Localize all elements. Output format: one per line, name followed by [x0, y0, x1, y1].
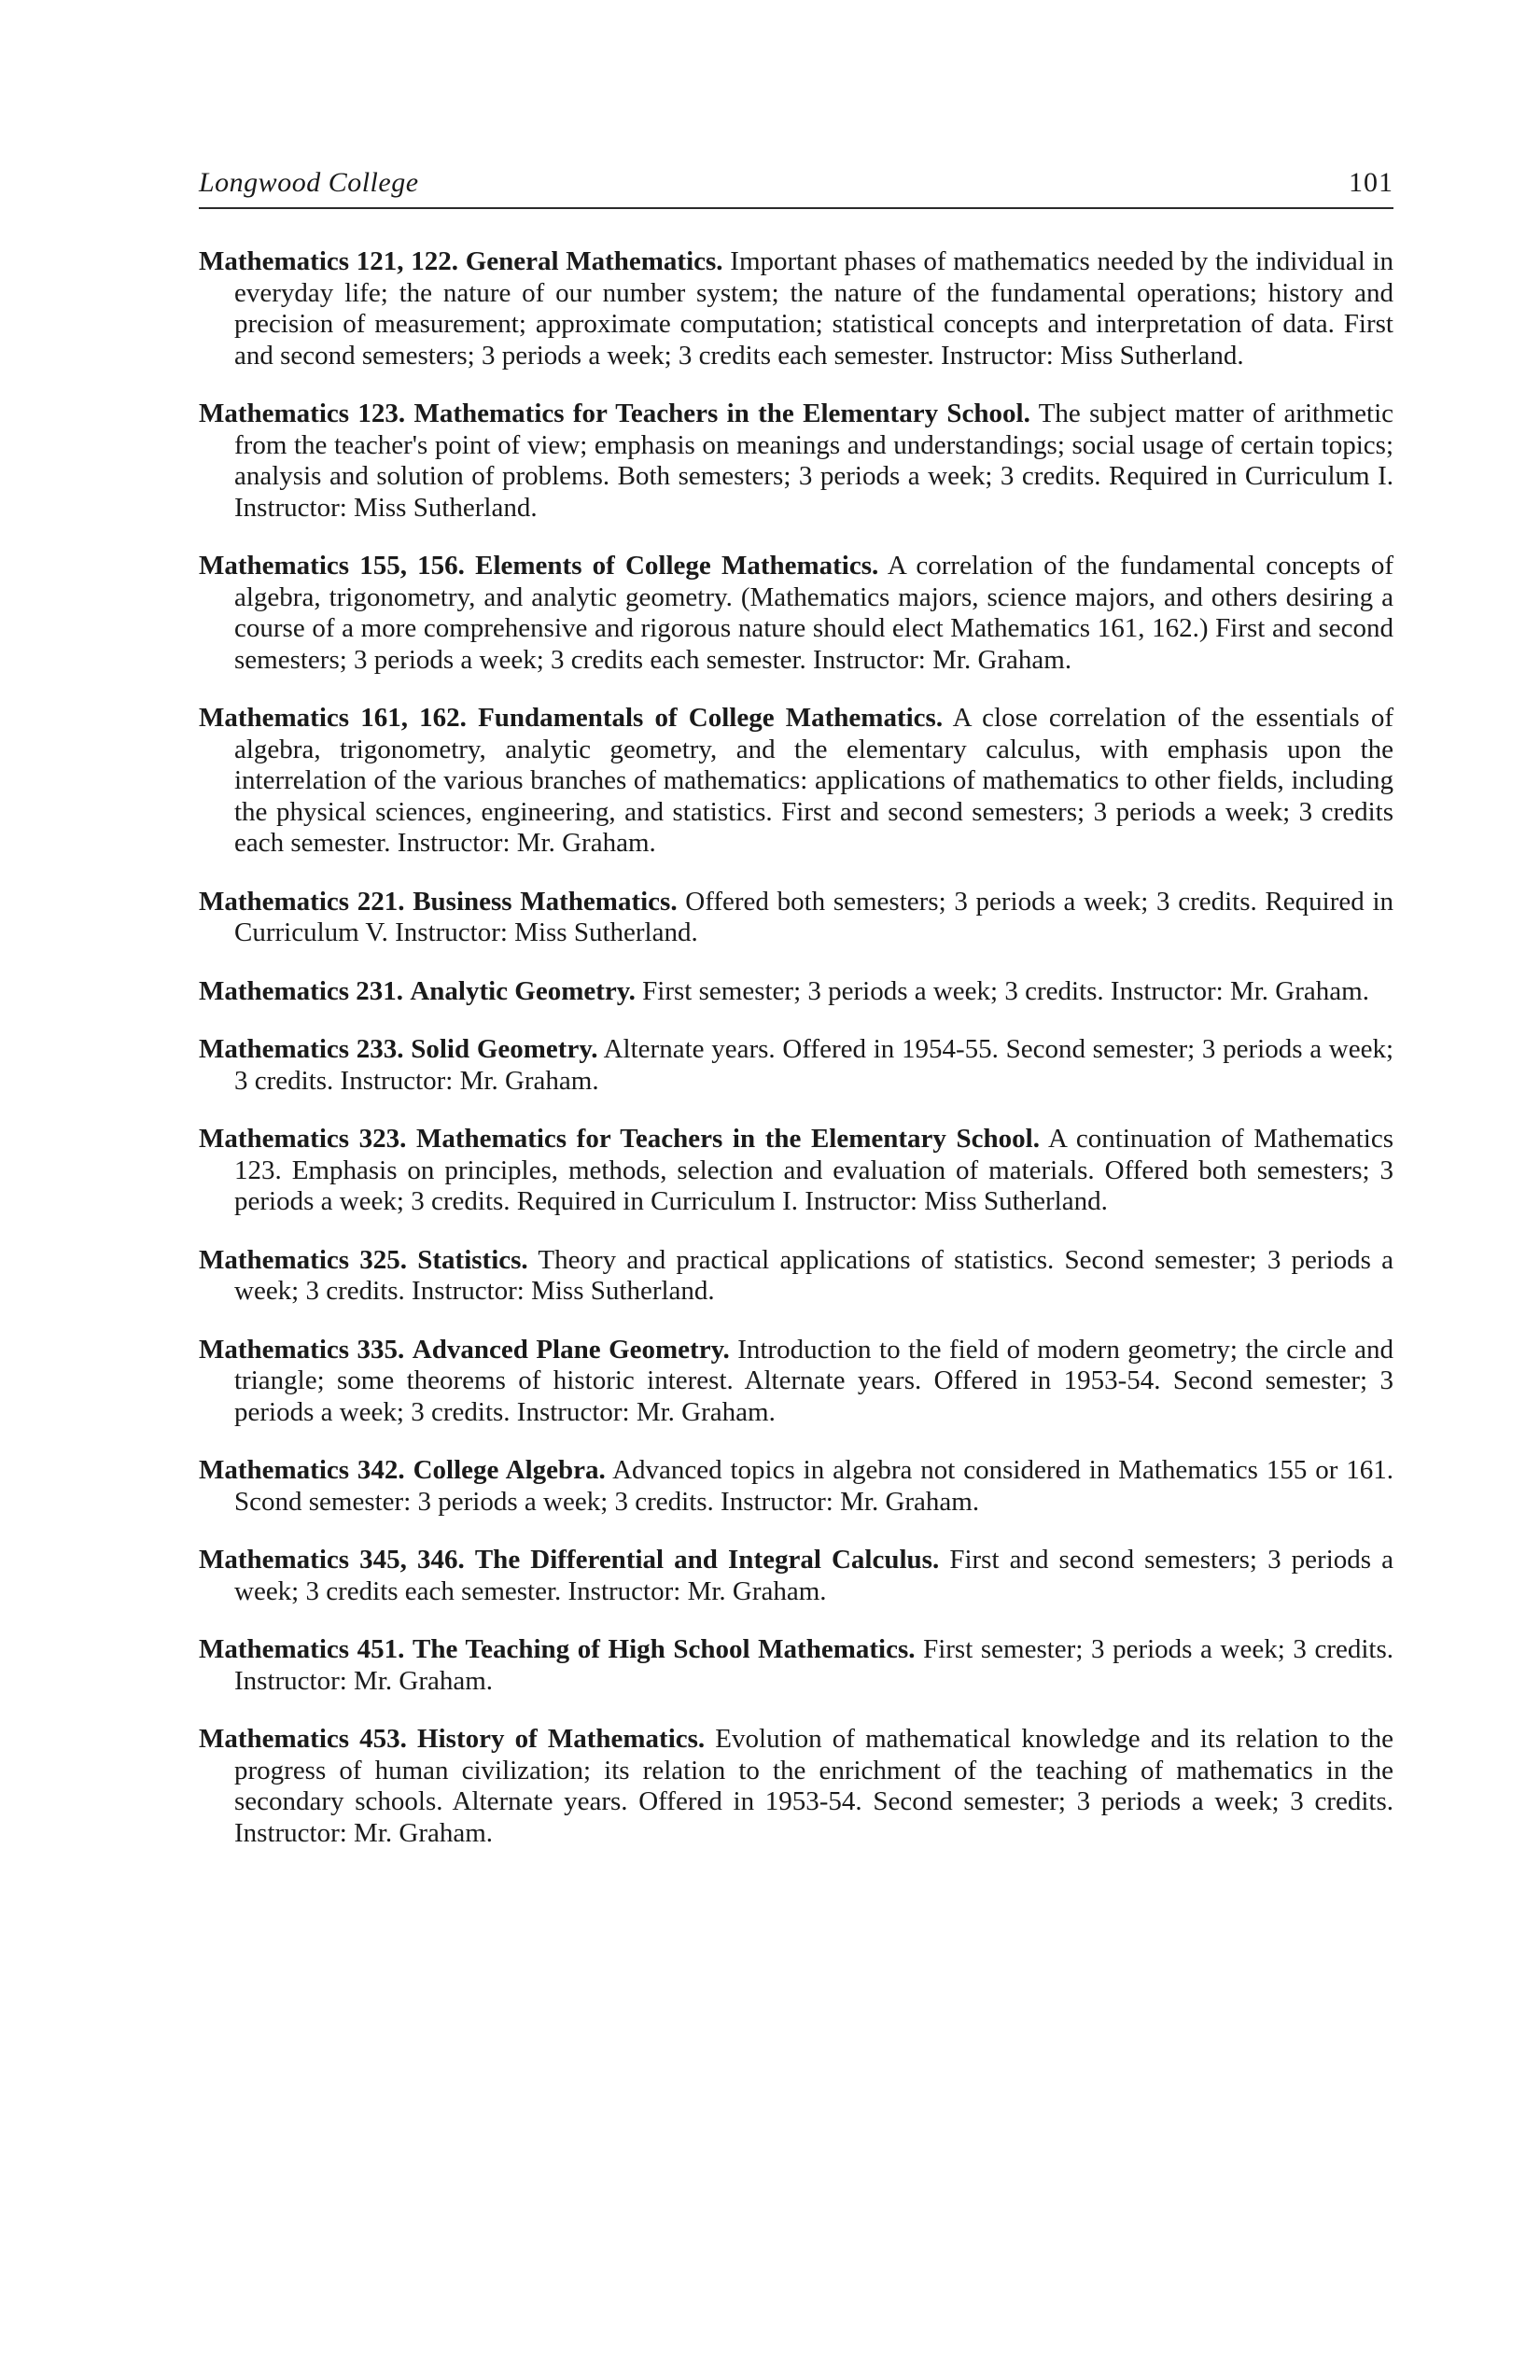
course-entry-math-123 [199, 399, 1393, 524]
course-number: Mathematics 325. [199, 1244, 408, 1275]
course-number: Mathematics 123. [199, 399, 406, 428]
running-header [199, 166, 1393, 209]
course-entry-math-121-122 [199, 246, 1393, 371]
course-description: Alternate years. Offered in 1954-55. Second semester; 3 periods a week; 3 credits. Instructor: Mr. Graham. [234, 1034, 1394, 1096]
course-number: Mathematics 161, 162. [199, 703, 467, 733]
course-entry-math-231 [199, 976, 1393, 1008]
course-number: Mathematics 233. [199, 1034, 404, 1064]
course-description: First and second semesters; 3 periods a week; 3 credits each semester. Instructor: Mr. Graham. [234, 1545, 1393, 1606]
course-description: First semester; 3 periods a week; 3 credits. Instructor: Mr. Graham. [642, 975, 1369, 1006]
course-number: Mathematics 221. [199, 886, 405, 917]
course-title: The Differential and Integral Calculus. [474, 1545, 940, 1575]
course-number: Mathematics 451. [199, 1634, 405, 1664]
course-number: Mathematics 121, 122. [199, 246, 458, 276]
course-description: Theory and practical applications of statistics. Second semester; 3 periods a week; 3 credits. Instructor: Miss Sutherland. [234, 1244, 1394, 1306]
course-number: Mathematics 335. [199, 1334, 405, 1365]
course-entry-math-221 [199, 887, 1393, 949]
course-title: Elements of College Mathematics. [475, 551, 879, 581]
course-title: Solid Geometry. [411, 1034, 598, 1064]
course-description: Introduction to the field of modern geometry; the circle and triangle; some theorems of historic interest. Alternate years. Offered in 1953-54. Second semester; 3 periods a week; 3 credits. Instructor: Mr. Graham. [234, 1334, 1394, 1427]
course-entry-math-335 [199, 1335, 1393, 1429]
course-title: The Teaching of High School Mathematics. [413, 1634, 916, 1664]
course-title: General Mathematics. [465, 246, 723, 276]
course-entry-math-155-156 [199, 551, 1393, 676]
catalog-page [199, 166, 1393, 1869]
course-number: Mathematics 342. [199, 1455, 405, 1485]
course-description: A continuation of Mathematics 123. Emphasis on principles, methods, selection and evaluation of materials. Offered both semesters; 3 periods a week; 3 credits. Required in Curriculum I. Instructor: Miss Sutherland. [234, 1124, 1394, 1216]
course-entry-math-323 [199, 1124, 1393, 1218]
course-list [199, 246, 1393, 1849]
course-entry-math-233 [199, 1034, 1393, 1097]
course-description: A close correlation of the essentials of algebra, trigonometry, analytic geometry, and the elementary calculus, with emphasis upon the interrelation of the various branches of mathematics: applications of mathematics to other fields, including the physical sciences, engineering, and statistics. First and second semesters; 3 periods a week; 3 credits each semester. Instructor: Mr. Graham. [234, 703, 1394, 858]
course-description: The subject matter of arithmetic from the teacher's point of view; emphasis on meanings and understandings; social usage of certain topics; analysis and solution of problems. Both semesters; 3 periods a week; 3 credits. Required in Curriculum I. Instructor: Miss Sutherland. [234, 399, 1394, 523]
course-title: Statistics. [417, 1244, 528, 1275]
course-number: Mathematics 323. [199, 1124, 407, 1154]
course-description: A correlation of the fundamental concepts of algebra, trigonometry, and analytic geometry. (Mathematics majors, science majors, and others desiring a course of a more comprehensive and rigorous nature should elect Mathematics 161, 162.) First and second semesters; 3 periods a week; 3 credits each semester. Instructor: Mr. Graham. [234, 551, 1394, 675]
course-title: Mathematics for Teachers in the Elementary School. [413, 399, 1030, 428]
course-number: Mathematics 231. [199, 975, 404, 1006]
page-number: 101 [1349, 167, 1393, 198]
course-title: Analytic Geometry. [410, 975, 636, 1006]
course-description: Evolution of mathematical knowledge and its relation to the progress of human civilization; its relation to the enrichment of the teaching of mathematics in the secondary schools. Alternate years. Offered in 1953-54. Second semester; 3 periods a week; 3 credits. Instructor: Mr. Graham. [234, 1724, 1394, 1848]
course-description: Important phases of mathematics needed by the individual in everyday life; the nature of our number system; the nature of the fundamental operations; history and precision of measurement; approximate computation; statistical concepts and interpretation of data. First and second semesters; 3 periods a week; 3 credits each semester. Instructor: Miss Sutherland. [234, 246, 1394, 371]
course-title: History of Mathematics. [417, 1724, 706, 1754]
course-title: Fundamentals of College Mathematics. [478, 703, 944, 733]
course-title: College Algebra. [413, 1455, 606, 1485]
course-entry-math-453 [199, 1724, 1393, 1849]
course-description: First semester; 3 periods a week; 3 credits. Instructor: Mr. Graham. [234, 1634, 1394, 1696]
course-description: Advanced topics in algebra not considered in Mathematics 155 or 161. Scond semester: 3 periods a week; 3 credits. Instructor: Mr. Graham. [234, 1455, 1393, 1517]
course-entry-math-451 [199, 1634, 1393, 1697]
course-entry-math-342 [199, 1455, 1393, 1518]
course-title: Mathematics for Teachers in the Elementary School. [416, 1124, 1040, 1154]
course-title: Business Mathematics. [413, 886, 678, 917]
course-number: Mathematics 155, 156. [199, 551, 465, 581]
course-entry-math-325 [199, 1245, 1393, 1308]
course-description: Offered both semesters; 3 periods a week; 3 credits. Required in Curriculum V. Instructor: Miss Sutherland. [234, 886, 1394, 947]
course-number: Mathematics 345, 346. [199, 1545, 465, 1575]
course-entry-math-161-162 [199, 703, 1393, 860]
course-number: Mathematics 453. [199, 1724, 407, 1754]
course-entry-math-345-346 [199, 1545, 1393, 1607]
course-title: Advanced Plane Geometry. [412, 1334, 730, 1365]
college-name: Longwood College [199, 167, 419, 198]
